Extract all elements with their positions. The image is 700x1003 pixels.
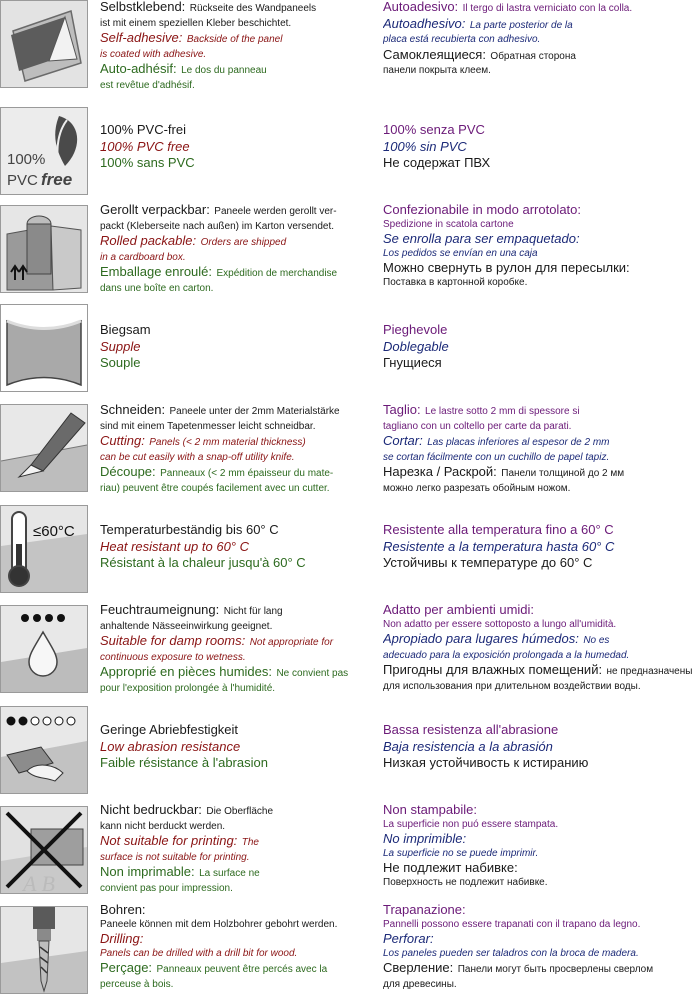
en-text-continued: is coated with adhesive. <box>100 48 207 60</box>
abrasion-sponge-icon <box>0 706 88 794</box>
de-text-continued: ist mit einem speziellen Kleber beschichtet. <box>100 17 292 29</box>
abrasion-dot-filled <box>19 717 27 725</box>
es-text: La parte posterior de la <box>469 19 573 31</box>
de-text-continued: Paneele können mit dem Holzbohrer gebohrt werden. <box>100 918 338 930</box>
fr-text: Le dos du panneau <box>181 65 267 76</box>
en-text-continued: continuous exposure to wetness. <box>100 651 246 663</box>
de-title: Schneiden: <box>100 403 166 417</box>
feature-row <box>0 603 700 703</box>
en-text: Not appropriate for <box>249 637 334 648</box>
fr-text-continued: riau) peuvent être coupés facilement avec un cutter. <box>100 482 330 494</box>
de-text-continued: sind mit einem Tapetenmesser leicht schneidbar. <box>100 420 316 432</box>
ru-title: Не содержат ПВХ <box>383 156 491 170</box>
feature-row <box>0 703 700 803</box>
ru-title: Самоклеящиеся: <box>383 47 486 62</box>
en-text-continued: can be cut easily with a snap-off utility knife. <box>100 451 295 463</box>
de-title: Selbstklebend: <box>100 0 186 14</box>
it-title: Non stampabile: <box>383 803 477 817</box>
de-title: Temperaturbeständig bis 60° C <box>100 523 279 537</box>
it-title: 100% senza PVC <box>383 123 485 137</box>
feature-row <box>0 503 700 603</box>
abrasion-dot-filled <box>7 717 15 725</box>
es-title: Resistente a la temperatura hasta 60° C <box>383 539 615 554</box>
ru-title: Можно свернуть в рулон для пересылки: <box>383 261 630 275</box>
ru-text: Панели толщиной до 2 мм <box>501 468 625 479</box>
ru-text-continued: Поставка в картонной коробке. <box>383 276 528 288</box>
es-title: Apropiado para lugares húmedos: <box>383 632 579 646</box>
right-language-block <box>383 0 700 79</box>
en-text: The <box>241 837 259 848</box>
left-language-block <box>100 0 372 93</box>
feature-row <box>0 0 700 100</box>
de-text: Nicht für lang <box>223 606 283 617</box>
fr-title: Emballage enroulé: <box>100 265 213 279</box>
fr-text-continued: pour l'exposition prolongée à l'humidité. <box>100 682 276 694</box>
utility-knife-icon <box>0 404 88 492</box>
it-title: Trapanazione: <box>383 903 466 917</box>
de-text-continued: packt (Kleberseite nach außen) im Karton versendet. <box>100 220 335 232</box>
left-language-block <box>100 403 372 496</box>
de-title: Bohren: <box>100 903 146 917</box>
drill-icon <box>0 906 88 994</box>
rolled-box-icon <box>0 205 88 293</box>
feature-row <box>0 103 700 203</box>
en-text: Backside of the panel <box>186 34 283 45</box>
fr-title: Perçage: <box>100 961 153 975</box>
it-text-continued: Spedizione in scatola cartone <box>383 218 514 230</box>
de-text: Paneele unter der 2mm Materialstärke <box>169 406 340 417</box>
es-title: Doblegable <box>383 339 449 354</box>
it-text-continued: Pannelli possono essere trapanati con il trapano da legno. <box>383 918 641 930</box>
de-title: Gerollt verpackbar: <box>100 203 210 217</box>
abrasion-dot-empty <box>67 717 75 725</box>
feature-row <box>0 203 700 303</box>
right-language-block <box>383 523 700 573</box>
es-title: Se enrolla para ser empaquetado: <box>383 232 580 246</box>
ru-text-continued: для использования при длительном воздействии воды. <box>383 680 641 692</box>
en-title: 100% PVC free <box>100 139 190 154</box>
de-text: Rückseite des Wandpaneels <box>189 3 317 14</box>
feature-row <box>0 403 700 503</box>
es-title: Baja resistencia a la abrasión <box>383 739 553 754</box>
es-text-continued: Los pedidos se envían en una caja <box>383 247 538 259</box>
en-title: Cutting: <box>100 434 145 448</box>
es-title: No imprimible: <box>383 832 467 846</box>
it-title: Resistente alla temperatura fino a 60° C <box>383 523 614 537</box>
de-title: Biegsam <box>100 323 151 337</box>
fr-text: Ne convient pas <box>276 668 349 679</box>
de-text: Die Oberfläche <box>206 806 274 817</box>
de-title: Geringe Abriebfestigkeit <box>100 723 239 737</box>
it-title: Autoadesivo: <box>383 0 459 14</box>
fr-title: Non imprimable: <box>100 865 195 879</box>
de-text: Paneele werden gerollt ver- <box>214 206 337 217</box>
en-title: Self-adhesive: <box>100 31 183 45</box>
right-language-block <box>383 603 700 694</box>
pvc-icon-pvc: PVC <box>7 172 38 189</box>
pvc-free-leaf-icon <box>0 107 88 195</box>
it-text-continued: tagliano con un coltello per carte da parati. <box>383 420 572 432</box>
left-language-block <box>100 203 372 296</box>
fr-title: Auto-adhésif: <box>100 62 177 76</box>
de-text-continued: anhaltende Nässeeinwirkung geeignet. <box>100 620 273 632</box>
en-text-continued: surface is not suitable for printing. <box>100 851 250 863</box>
no-printing-icon <box>0 806 88 894</box>
left-language-block <box>100 123 372 173</box>
fr-title: 100% sans PVC <box>100 156 195 170</box>
it-title: Adatto per ambienti umidi: <box>383 603 535 617</box>
right-language-block <box>383 723 700 773</box>
es-text-continued: Los paneles pueden ser taladros con la broca de madera. <box>383 947 639 959</box>
right-language-block <box>383 803 700 890</box>
it-title: Confezionabile in modo arrotolato: <box>383 203 582 217</box>
en-title: Suitable for damp rooms: <box>100 634 246 648</box>
it-text-continued: Non adatto per essere sottoposto a lungo all'umidità. <box>383 618 617 630</box>
left-language-block <box>100 603 372 696</box>
fr-text-continued: est revêtue d'adhésif. <box>100 79 195 91</box>
es-text-continued: se cortan fácilmente con un cuchillo de papel tapiz. <box>383 451 610 463</box>
left-language-block <box>100 523 372 573</box>
es-text: Las placas inferiores al espesor de 2 mm <box>427 437 610 448</box>
fr-text-continued: dans une boîte en carton. <box>100 282 214 294</box>
de-title: Nicht bedruckbar: <box>100 803 202 817</box>
fr-title: Souple <box>100 356 141 370</box>
ru-title: Устойчивы к температуре до 60° C <box>383 556 593 570</box>
ru-title: Низкая устойчивость к истиранию <box>383 756 589 770</box>
en-text: Orders are shipped <box>200 237 287 248</box>
ru-title: Нарезка / Раскрой: <box>383 465 497 479</box>
fr-title: Résistant à la chaleur jusqu'à 60° C <box>100 556 306 570</box>
ru-text-continued: можно легко разрезать обойным ножом. <box>383 482 571 494</box>
en-text-continued: Panels can be drilled with a drill bit for wood. <box>100 947 298 959</box>
en-text-continued: in a cardboard box. <box>100 251 186 263</box>
ru-title: Сверление: <box>383 961 454 975</box>
en-title: Heat resistant up to 60° C <box>100 539 249 554</box>
es-title: 100% sin PVC <box>383 139 467 154</box>
it-text: Le lastre sotto 2 mm di spessore si <box>425 406 580 417</box>
left-language-block <box>100 903 372 992</box>
es-text: No es <box>583 635 610 646</box>
en-title: Supple <box>100 339 141 354</box>
feature-row <box>0 303 700 403</box>
es-title: Autoadhesivo: <box>383 16 466 31</box>
ru-title: Гнущиеся <box>383 356 442 370</box>
es-text-continued: placa está recubierta con adhesivo. <box>383 34 541 45</box>
fr-title: Faible résistance à l'abrasion <box>100 756 268 770</box>
ru-title: Не подлежит набивке: <box>383 861 518 875</box>
en-title: Not suitable for printing: <box>100 834 238 848</box>
it-title: Taglio: <box>383 403 421 417</box>
abrasion-dot-empty <box>31 717 39 725</box>
de-title: 100% PVC-frei <box>100 123 186 137</box>
left-language-block <box>100 323 372 373</box>
adhesive-sheet-icon <box>0 0 88 88</box>
es-text-continued: La superficie no se puede imprimir. <box>383 847 539 859</box>
fr-text-continued: perceuse à bois. <box>100 978 174 990</box>
ru-text: не предназначены <box>606 666 693 677</box>
abrasion-dot-empty <box>55 717 63 725</box>
feature-row <box>0 903 700 1003</box>
en-text: Panels (< 2 mm material thickness) <box>149 437 306 448</box>
de-text-continued: kann nicht berduckt werden. <box>100 820 226 832</box>
fr-text: Panneaux (< 2 mm épaisseur du mate- <box>160 468 334 479</box>
it-text-continued: La superficie non puó essere stampata. <box>383 818 559 830</box>
fr-title: Approprié en pièces humides: <box>100 665 272 679</box>
right-language-block <box>383 903 700 992</box>
ru-text: Панели могут быть просверлены сверлом <box>457 964 654 975</box>
thermometer-icon <box>0 505 88 593</box>
en-title: Rolled packable: <box>100 234 197 248</box>
es-title: Perforar: <box>383 932 434 946</box>
thermometer-temp-label: ≤60°C <box>33 523 75 540</box>
left-language-block <box>100 723 372 773</box>
right-language-block <box>383 123 700 173</box>
no-printing-letters: A B <box>23 871 55 893</box>
pvc-icon-free: free <box>41 170 73 189</box>
bent-panel-icon <box>0 304 88 392</box>
right-language-block <box>383 403 700 496</box>
ru-text-continued: панели покрыта клеем. <box>383 65 491 76</box>
fr-text: La surface ne <box>199 868 260 879</box>
fr-text: Expédition de merchandise <box>216 268 338 279</box>
right-language-block <box>383 203 700 290</box>
es-text-continued: adecuado para la exposición prolongada a la humedad. <box>383 649 630 661</box>
ru-text: Обратная сторона <box>490 50 576 62</box>
water-drop-icon <box>0 605 88 693</box>
it-text: Il tergo di lastra verniciato con la colla. <box>462 3 633 14</box>
abrasion-dot-empty <box>43 717 51 725</box>
fr-title: Découpe: <box>100 465 156 479</box>
right-language-block <box>383 323 700 373</box>
fr-text: Panneaux peuvent être percés avec la <box>156 964 328 975</box>
pvc-icon-percent: 100% <box>7 151 46 168</box>
it-title: Bassa resistenza all'abrasione <box>383 723 559 737</box>
de-title: Feuchtraumeignung: <box>100 603 220 617</box>
feature-row <box>0 803 700 903</box>
it-title: Pieghevole <box>383 323 448 337</box>
ru-text-continued: Поверхность не подлежит набивке. <box>383 876 548 888</box>
ru-text-continued: для древесины. <box>383 978 457 990</box>
ru-title: Пригодны для влажных помещений: <box>383 663 603 677</box>
en-title: Low abrasion resistance <box>100 739 241 754</box>
en-title: Drilling: <box>100 932 144 946</box>
es-title: Cortar: <box>383 434 423 448</box>
left-language-block <box>100 803 372 896</box>
fr-text-continued: convient pas pour impression. <box>100 882 233 894</box>
